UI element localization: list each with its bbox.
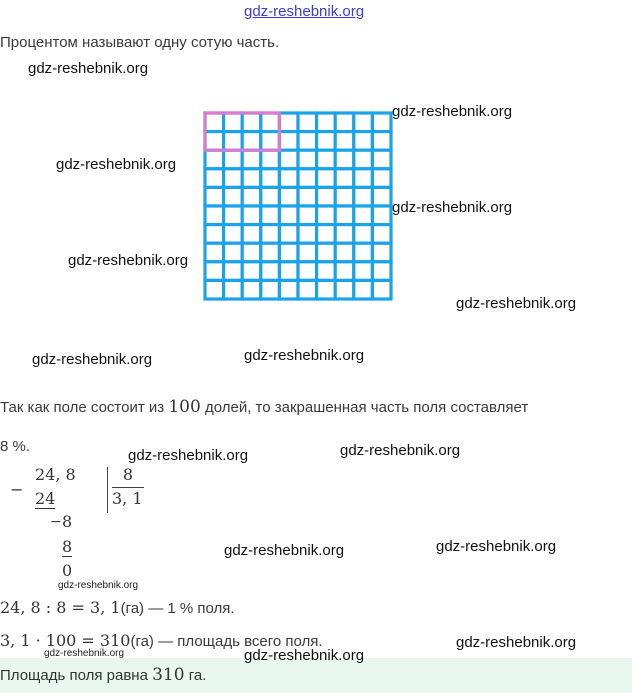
grid-cell — [205, 243, 224, 262]
grid-cell — [317, 262, 336, 281]
grid-cell — [279, 243, 298, 262]
grid-cell — [298, 132, 317, 151]
grid-cell — [279, 280, 298, 299]
watermark: gdz-reshebnik.org — [56, 156, 177, 173]
grid-cell — [335, 187, 354, 206]
grid-cell — [205, 206, 224, 225]
grid-cell — [279, 150, 298, 169]
grid-cell — [242, 113, 261, 132]
grid-cell — [279, 169, 298, 188]
grid-cell — [224, 169, 243, 188]
calc-line-1-unit: (га) — [120, 600, 145, 617]
grid-cell — [205, 113, 224, 132]
grid-cell — [335, 243, 354, 262]
grid-cell — [354, 262, 373, 281]
intro-text: Процентом называют одну сотую часть. — [0, 34, 280, 51]
statement — [0, 397, 528, 417]
watermark: gdz-reshebnik.org — [32, 351, 153, 368]
watermark: gdz-reshebnik.org — [436, 538, 557, 555]
grid-cell — [317, 169, 336, 188]
calc-line-2-unit: (га) — [130, 633, 154, 650]
division-bracket — [107, 467, 108, 513]
grid-cell — [354, 187, 373, 206]
grid-cell — [261, 113, 280, 132]
grid-cell — [354, 150, 373, 169]
grid-cell — [298, 262, 317, 281]
watermark: gdz-reshebnik.org — [392, 199, 513, 216]
grid-cell — [224, 113, 243, 132]
grid-cell — [372, 225, 391, 244]
grid-cell — [224, 132, 243, 151]
grid-cell — [205, 150, 224, 169]
grid-cell — [279, 206, 298, 225]
watermark: gdz-reshebnik.org — [224, 542, 345, 559]
grid-cell — [298, 113, 317, 132]
grid-cell — [205, 225, 224, 244]
grid-cell — [279, 113, 298, 132]
grid-cell — [335, 132, 354, 151]
grid-cell — [354, 132, 373, 151]
grid-cell — [317, 150, 336, 169]
answer-text: Площадь поля равна — [0, 667, 148, 684]
grid-cell — [372, 113, 391, 132]
grid-cell — [279, 187, 298, 206]
grid-cell — [242, 206, 261, 225]
calc-line-2-rest: — площадь всего поля. — [153, 633, 323, 650]
statement-part-b: долей, то закрашенная часть поля составляет — [204, 399, 529, 416]
grid-cell — [372, 132, 391, 151]
grid-cell — [261, 187, 280, 206]
grid-cell — [335, 262, 354, 281]
watermark: gdz-reshebnik.org — [28, 60, 149, 77]
grid-cell — [261, 206, 280, 225]
grid-cell — [298, 225, 317, 244]
watermark-small: gdz-reshebnik.org — [58, 580, 139, 591]
grid-cell — [224, 280, 243, 299]
division-dividend: 24, 8 — [35, 465, 76, 484]
calc-line-1-math: 24, 8 : 8 = 3, 1 — [0, 598, 121, 617]
grid-cell — [279, 132, 298, 151]
grid-cell — [298, 206, 317, 225]
division-divisor-line — [112, 487, 144, 488]
grid-cell — [372, 243, 391, 262]
grid-cell — [224, 225, 243, 244]
grid-cell — [317, 113, 336, 132]
answer-unit: га. — [188, 667, 207, 684]
statement-part-a: Так как поле состоит из — [0, 399, 165, 416]
answer — [0, 665, 206, 685]
grid-cell — [372, 169, 391, 188]
grid-cell — [335, 169, 354, 188]
grid-cell — [242, 262, 261, 281]
grid-cell — [242, 225, 261, 244]
grid-cell — [261, 169, 280, 188]
division-divisor: 8 — [122, 465, 134, 484]
answer-number: 310 — [152, 665, 185, 685]
grid-cell — [298, 280, 317, 299]
grid-cell — [224, 206, 243, 225]
grid-cell — [298, 187, 317, 206]
grid-cell — [317, 243, 336, 262]
grid-cell — [261, 280, 280, 299]
watermark: gdz-reshebnik.org — [340, 442, 461, 459]
grid-cell — [317, 280, 336, 299]
watermark-small: gdz-reshebnik.org — [44, 648, 125, 659]
watermark: gdz-reshebnik.org — [456, 634, 577, 651]
grid-cell — [224, 150, 243, 169]
grid-cell — [354, 243, 373, 262]
grid-cell — [317, 225, 336, 244]
grid-cell — [205, 262, 224, 281]
grid-cell — [261, 243, 280, 262]
grid-cell — [205, 132, 224, 151]
grid-cell — [372, 280, 391, 299]
grid-cell — [261, 262, 280, 281]
grid-cell — [224, 187, 243, 206]
grid-cell — [242, 187, 261, 206]
grid-cell — [354, 280, 373, 299]
grid-cell — [261, 225, 280, 244]
grid-cell — [298, 150, 317, 169]
grid-cell — [372, 262, 391, 281]
grid-cell — [242, 169, 261, 188]
grid-cell — [279, 262, 298, 281]
grid-cell — [261, 150, 280, 169]
grid-cell — [224, 262, 243, 281]
grid-cell — [242, 280, 261, 299]
hundred-grid — [200, 108, 396, 304]
grid-cell — [335, 206, 354, 225]
grid-cell — [205, 280, 224, 299]
division-minus-1: − — [10, 480, 24, 499]
division-minus-2: − — [50, 514, 62, 530]
grid-cell — [372, 187, 391, 206]
grid-cell — [279, 225, 298, 244]
grid-cell — [335, 113, 354, 132]
grid-cell — [261, 132, 280, 151]
watermark: gdz-reshebnik.org — [128, 447, 249, 464]
grid-cell — [335, 150, 354, 169]
grid-cell — [372, 150, 391, 169]
grid-cell — [354, 206, 373, 225]
grid-cell — [242, 132, 261, 151]
watermark: gdz-reshebnik.org — [244, 647, 365, 664]
division-remainder-1: 8 — [62, 512, 73, 531]
grid-cell — [317, 132, 336, 151]
grid-cell — [205, 169, 224, 188]
grid-cell — [224, 243, 243, 262]
watermark: gdz-reshebnik.org — [456, 295, 577, 312]
grid-cell — [354, 169, 373, 188]
grid-cell — [298, 169, 317, 188]
watermark-top: gdz-reshebnik.org — [244, 3, 365, 20]
grid-cell — [335, 225, 354, 244]
watermark: gdz-reshebnik.org — [392, 103, 513, 120]
division-remainder-2: 0 — [62, 561, 73, 580]
division-subtrahend-2: 8 — [62, 537, 73, 556]
grid-cell — [372, 206, 391, 225]
calc-line-1 — [0, 598, 235, 618]
division-subtrahend-1: 24 — [35, 489, 56, 508]
calc-line-1-rest: — 1 % поля. — [144, 600, 235, 617]
grid-cell — [335, 280, 354, 299]
calc-line-2-math: 3, 1 · 100 = 310 — [0, 631, 131, 650]
grid-cell — [317, 187, 336, 206]
grid-cell — [354, 113, 373, 132]
grid-cell — [242, 150, 261, 169]
statement-percent: 8 %. — [0, 438, 31, 455]
division-quotient: 3, 1 — [112, 489, 143, 508]
grid-cell — [242, 243, 261, 262]
grid-cell — [317, 206, 336, 225]
watermark: gdz-reshebnik.org — [244, 347, 365, 364]
grid-cell — [298, 243, 317, 262]
grid-cell — [354, 225, 373, 244]
grid-cell — [205, 187, 224, 206]
watermark: gdz-reshebnik.org — [68, 252, 189, 269]
statement-number: 100 — [168, 397, 201, 417]
